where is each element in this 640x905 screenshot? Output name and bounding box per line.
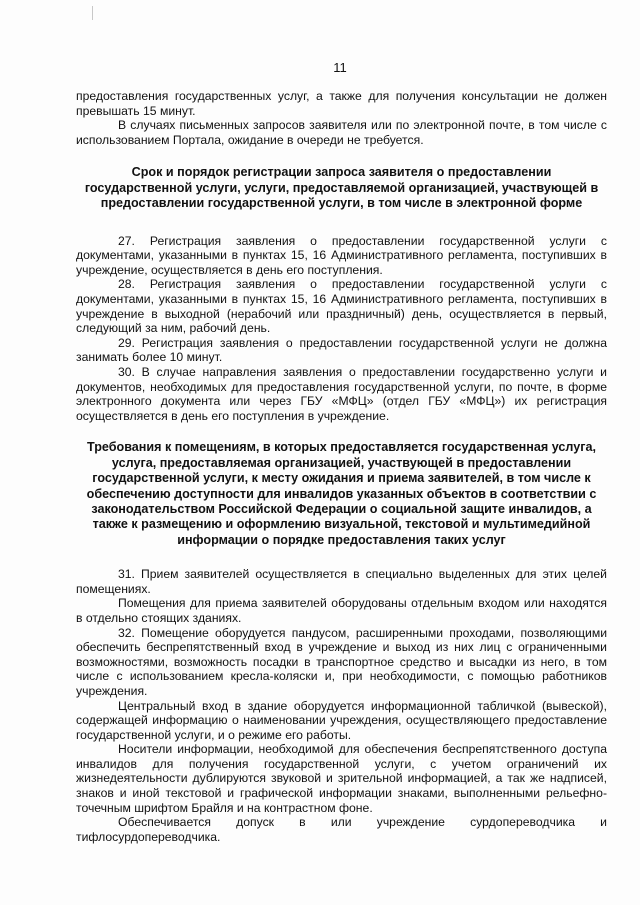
paragraph: Центральный вход в здание оборудуется информационной табличкой (вывеской), содержащей информацию о наименовании учреждения, осуществляющего предоставление государственной услуги, и о режиме его работы.: [76, 698, 607, 742]
document-body: [76, 89, 607, 844]
paragraph-item-29: 29. Регистрация заявления о предоставлении государственной услуги не должна занимать более 10 минут.: [76, 335, 607, 365]
paragraph-item-30: 30. В случае направления заявления о предоставлении государственно услуги и документов, необходимых для предоставления государственной услуги, по почте, в форме электронного документа или через ГБУ «МФЦ» (отдел ГБУ «МФЦ») их регистрация осуществляется в день его поступления в учреждение.: [76, 364, 607, 423]
section-heading-registration: Срок и порядок регистрации запроса заявителя о предоставлении государственной услуги, услуги, предоставляемой организацией, участвующей в предоставлении государственной услуги, в том числе в электронной форме: [84, 165, 599, 211]
paragraph: Обеспечивается допуск в или учреждение сурдопереводчика и тифлосурдопереводчика.: [76, 815, 607, 844]
paragraph: Помещения для приема заявителей оборудованы отдельным входом или находятся в отдельно стоящих зданиях.: [76, 596, 607, 625]
page-number: 11: [333, 60, 347, 75]
paragraph-item-28: 28. Регистрация заявления о предоставлении государственной услуги с документами, указанными в пунктах 15, 16 Административного регламента, поступивших в учреждение в выходной (нерабочий или праздничный) день, осуществляется в первый, следующий за ним, рабочий день.: [76, 277, 607, 336]
scan-artifact: [92, 6, 93, 20]
paragraph-item-27: 27. Регистрация заявления о предоставлении государственной услуги с документами, указанными в пунктах 15, 16 Административного регламента, поступивших в учреждение, осуществляется в день его поступления.: [76, 233, 607, 277]
paragraph-item-32: 32. Помещение оборудуется пандусом, расширенными проходами, позволяющими обеспечить беспрепятственный вход в учреждение и выход из них лиц с ограниченными возможностями, возможность посадки в транспортное средство и высадки из него, в том числе с использованием кресла-коляски и, при необходимости, с помощью работников учреждения.: [76, 625, 607, 698]
paragraph-continuation: предоставления государственных услуг, а также для получения консультации не должен превышать 15 минут.: [76, 89, 607, 118]
paragraph-item-31: 31. Прием заявителей осуществляется в специально выделенных для этих целей помещениях.: [76, 567, 607, 596]
paragraph: В случаях письменных запросов заявителя или по электронной почте, в том числе с использованием Портала, ожидание в очереди не требуется.: [76, 118, 607, 147]
paragraph: Носители информации, необходимой для обеспечения беспрепятственного доступа инвалидов для получения государственной услуги, с учетом ограничений их жизнедеятельности дублируются звуковой и зрительной информацией, а так же надписей, знаков и иной текстовой и графической информации знаками, выполненными рельефно-точечным шрифтом Брайля и на контрастном фоне.: [76, 742, 607, 815]
section-heading-premises: Требования к помещениям, в которых предоставляется государственная услуга, услуга, предоставляемая организацией, участвующей в предоставлении государственной услуги, к месту ожидания и приема заявителей, в том числе к обеспечению доступности для инвалидов указанных объектов в соответствии с законодательством Российской Федерации о социальной защите инвалидов, а также к размещению и оформлению визуальной, текстовой и мультимедийной информации о порядке предоставления таких услуг: [86, 440, 597, 547]
